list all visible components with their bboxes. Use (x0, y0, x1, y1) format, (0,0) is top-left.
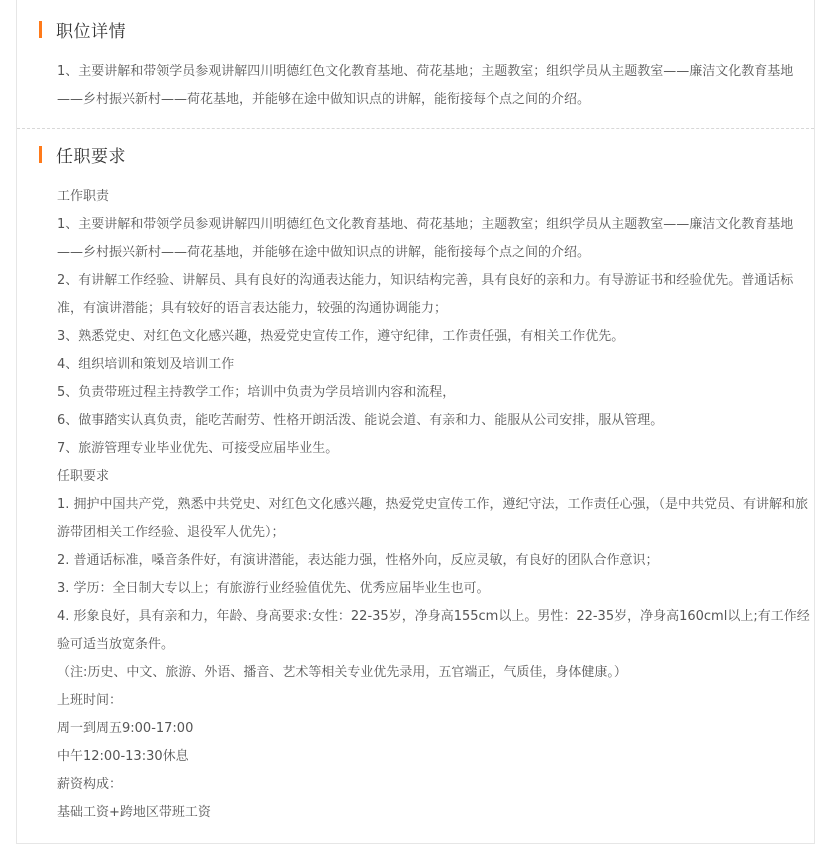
requirement-item: 4. 形象良好，具有亲和力，年龄、身高要求:女性：22-35岁，净身高155cm以上。男性：22-35岁，净身高160cml以上;有工作经验可适当放宽条件。 (57, 609, 810, 652)
duty-item: 1、主要讲解和带领学员参观讲解四川明德红色文化教育基地、荷花基地；主题教室；组织学员从主题教室——廉洁文化教育基地——乡村振兴新村——荷花基地，并能够在途中做知识点的讲解，能衔接每个点之间的介绍。 (57, 217, 794, 260)
job-details-paragraph: 1、主要讲解和带领学员参观讲解四川明德红色文化教育基地、荷花基地；主题教室；组织学员从主题教室——廉洁文化教育基地——乡村振兴新村——荷花基地，并能够在途中做知识点的讲解，能衔接每个点之间的介绍。 (57, 64, 794, 107)
duty-item: 5、负责带班过程主持教学工作；培训中负责为学员培训内容和流程， (57, 385, 456, 400)
duties-subheading: 工作职责 (57, 189, 110, 204)
work-hours-label: 上班时间： (57, 693, 123, 708)
salary-label: 薪资构成： (57, 777, 123, 792)
job-details-title: 职位详情 (56, 21, 126, 42)
accent-bar-icon (39, 146, 42, 163)
requirement-item: 3. 学历：全日制大专以上；有旅游行业经验值优先、优秀应届毕业生也可。 (57, 581, 490, 596)
salary-value: 基础工资+跨地区带班工资 (57, 805, 211, 820)
duty-item: 6、做事踏实认真负责，能吃苦耐劳、性格开朗活泼、能说会道、有亲和力、能服从公司安排，服从管理。 (57, 413, 664, 428)
job-details-heading (39, 18, 126, 40)
requirements-subheading: 任职要求 (57, 469, 110, 484)
requirement-item: 1. 拥护中国共产党，熟悉中共党史、对红色文化感兴趣，热爱党史宣传工作，遵纪守法，工作责任心强，（是中共党员、有讲解和旅游带团相关工作经验、退役军人优先）； (57, 497, 809, 540)
duty-item: 3、熟悉党史、对红色文化感兴趣，热爱党史宣传工作，遵守纪律，工作责任强，有相关工作优先。 (57, 329, 625, 344)
job-details-body (57, 58, 813, 114)
requirements-heading (39, 143, 126, 165)
job-details-section (17, 0, 814, 129)
accent-bar-icon (39, 21, 42, 38)
duty-item: 4、组织培训和策划及培训工作 (57, 357, 235, 372)
requirements-title: 任职要求 (56, 146, 126, 167)
work-hours-value: 周一到周五9:00-17:00 (57, 721, 194, 736)
requirements-section (17, 129, 814, 842)
requirement-note: （注:历史、中文、旅游、外语、播音、艺术等相关专业优先录用，五官端正，气质佳，身体健康。） (57, 665, 627, 680)
duty-item: 7、旅游管理专业毕业优先、可接受应届毕业生。 (57, 441, 339, 456)
requirement-item: 2. 普通话标准，嗓音条件好，有演讲潜能，表达能力强，性格外向，反应灵敏，有良好的团队合作意识； (57, 553, 659, 568)
duty-item: 2、有讲解工作经验、讲解员、具有良好的沟通表达能力，知识结构完善，具有良好的亲和力。有导游证书和经验优先。普通话标准，有演讲潜能；具有较好的语言表达能力，较强的沟通协调能力； (57, 273, 794, 316)
requirements-body (57, 183, 813, 827)
break-hours-value: 中午12:00-13:30休息 (57, 749, 189, 764)
job-description-panel (16, 0, 815, 844)
